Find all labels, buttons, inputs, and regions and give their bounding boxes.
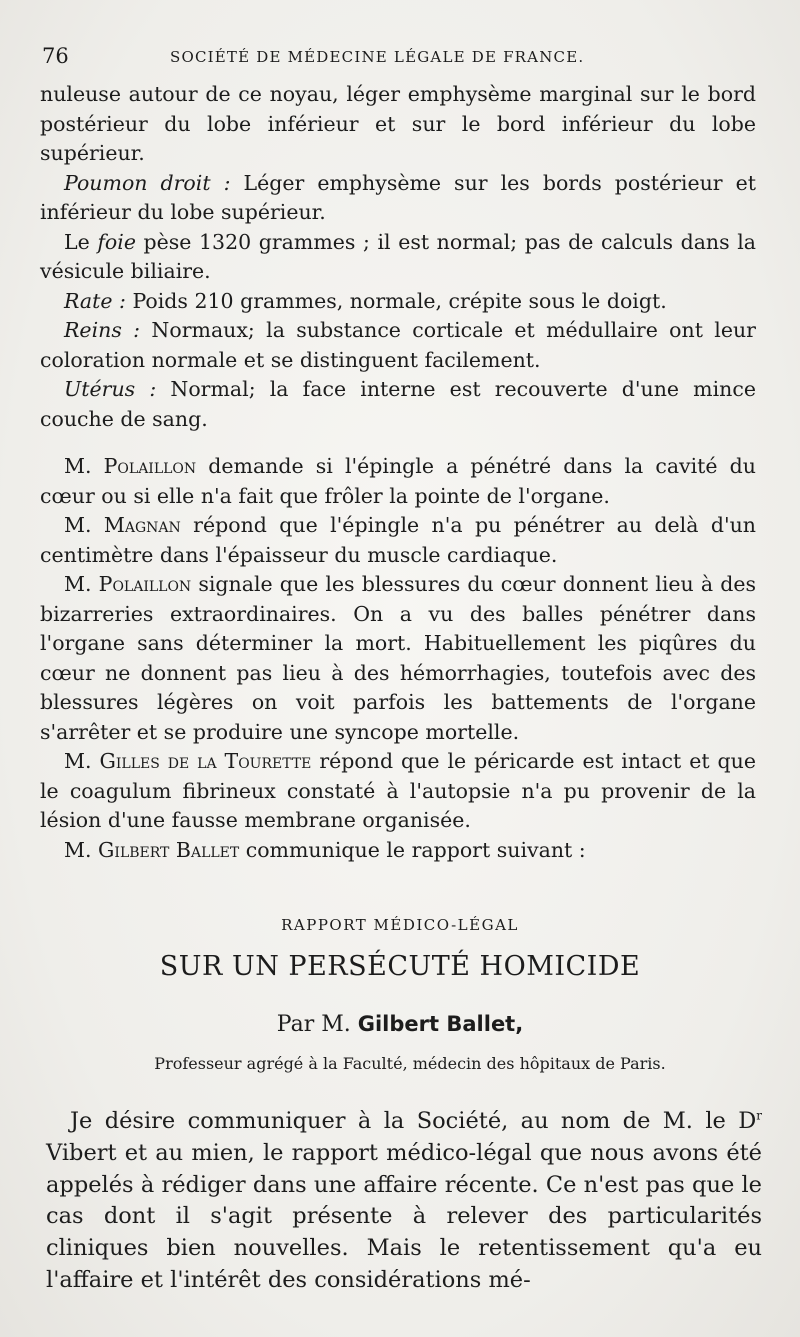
label-rate: Rate :	[64, 288, 126, 313]
autopsy-findings	[40, 80, 756, 434]
discussion-polaillon-question	[40, 452, 756, 511]
intro-superscript: r	[756, 1108, 762, 1123]
speaker-prefix: M.	[64, 837, 99, 862]
paragraph-lung-left: nuleuse autour de ce noyau, léger emphysème marginal sur le bord postérieur du lobe inférieur et sur le bord inférieur du lobe supérieur.	[40, 82, 756, 165]
speaker-name: Gilles de la Tourette	[99, 749, 312, 773]
intro-start: Je désire communiquer à la Société, au nom de M. le D	[70, 1108, 757, 1134]
paragraph-uterus	[40, 375, 756, 434]
text-rate: Poids 210 grammes, normale, crépite sous le doigt.	[125, 288, 667, 313]
speaker-prefix: M.	[64, 749, 100, 773]
label-poumon-droit: Poumon droit :	[64, 170, 231, 195]
intro-rest: Vibert et au mien, le rapport médico-légal que nous avons été appelés à rédiger dans une affaire récente. Ce n'est pas que le cas dont il s'agit présente à relever des particularités cliniques bien nouvelles. Mais le retentissement qu'a eu l'affaire et l'intérêt des considérations mé-	[46, 1139, 762, 1293]
report-label: RAPPORT MÉDICO-LÉGAL	[281, 916, 519, 934]
discussion-text: répond que l'épingle n'a pu pénétrer au delà d'un centimètre dans l'épaisseur du muscle cardiaque.	[40, 513, 756, 567]
author-name: Gilbert Ballet,	[357, 1012, 524, 1036]
discussion-text: signale que les blessures du cœur donnent lieu à des bizarreries extraordinaires. On a vu des balles pénétrer dans l'organe sans déterminer la mort. Habituellement les piqûres du cœur ne donnent pas lieu à des hémorrhagies, toutefois avec des blessures légères on voit parfois les battements de l'organe s'arrêter et se produire une syncope mortelle.	[40, 572, 756, 744]
text-uterus: Normal; la face interne est recouverte d'une mince couche de sang.	[40, 377, 756, 431]
prefix-foie: Le	[64, 229, 98, 254]
discussion-text: demande si l'épingle a pénétré dans la cavité du cœur ou si elle n'a fait que frôler la pointe de l'organe.	[40, 454, 756, 508]
speaker-prefix: M.	[64, 454, 104, 478]
label-foie: foie	[97, 229, 136, 254]
paragraph-reins	[40, 316, 756, 375]
speaker-name: Polaillon	[98, 572, 192, 596]
label-reins: Reins :	[64, 318, 141, 342]
discussion-ballet-intro	[40, 836, 756, 866]
speaker-name: Gilbert Ballet	[98, 837, 240, 862]
paragraph-foie	[40, 228, 756, 287]
author-prefix: Par M.	[276, 1012, 358, 1037]
report-intro-paragraph	[46, 1106, 762, 1297]
discussion-text: communique le rapport suivant :	[239, 837, 586, 862]
speaker-prefix: M.	[64, 513, 104, 537]
page-number: 76	[42, 44, 69, 68]
text-foie: pèse 1320 grammes ; il est normal; pas de calculs dans la vésicule biliaire.	[40, 229, 757, 283]
paragraph-rate	[40, 287, 756, 317]
author-affiliation: Professeur agrégé à la Faculté, médecin des hôpitaux de Paris.	[154, 1054, 666, 1073]
speaker-name: Magnan	[103, 513, 181, 537]
text-poumon-droit: Léger emphysème sur les bords postérieur et inférieur du lobe supérieur.	[40, 170, 756, 224]
paragraph-poumon-droit	[40, 169, 756, 228]
author-line	[0, 1012, 800, 1037]
report-title: SUR UN PERSÉCUTÉ HOMICIDE	[159, 951, 641, 982]
discussion-magnan-reply	[40, 511, 756, 570]
discussion-polaillon-remark	[40, 570, 756, 747]
running-header	[42, 44, 758, 72]
discussion-text: répond que le péricarde est intact et que le coagulum fibrineux constaté à l'autopsie n'a pu provenir de la lésion d'une fausse membrane organisée.	[40, 749, 757, 832]
label-uterus: Utérus :	[64, 377, 157, 401]
running-title: SOCIÉTÉ DE MÉDECINE LÉGALE DE FRANCE.	[170, 48, 585, 66]
speaker-prefix: M.	[64, 572, 99, 596]
text-reins: Normaux; la substance corticale et médullaire ont leur coloration normale et se distinguent facilement.	[40, 318, 756, 372]
discussion	[40, 452, 756, 865]
discussion-tourette-reply	[40, 747, 756, 836]
speaker-name: Polaillon	[103, 454, 197, 478]
